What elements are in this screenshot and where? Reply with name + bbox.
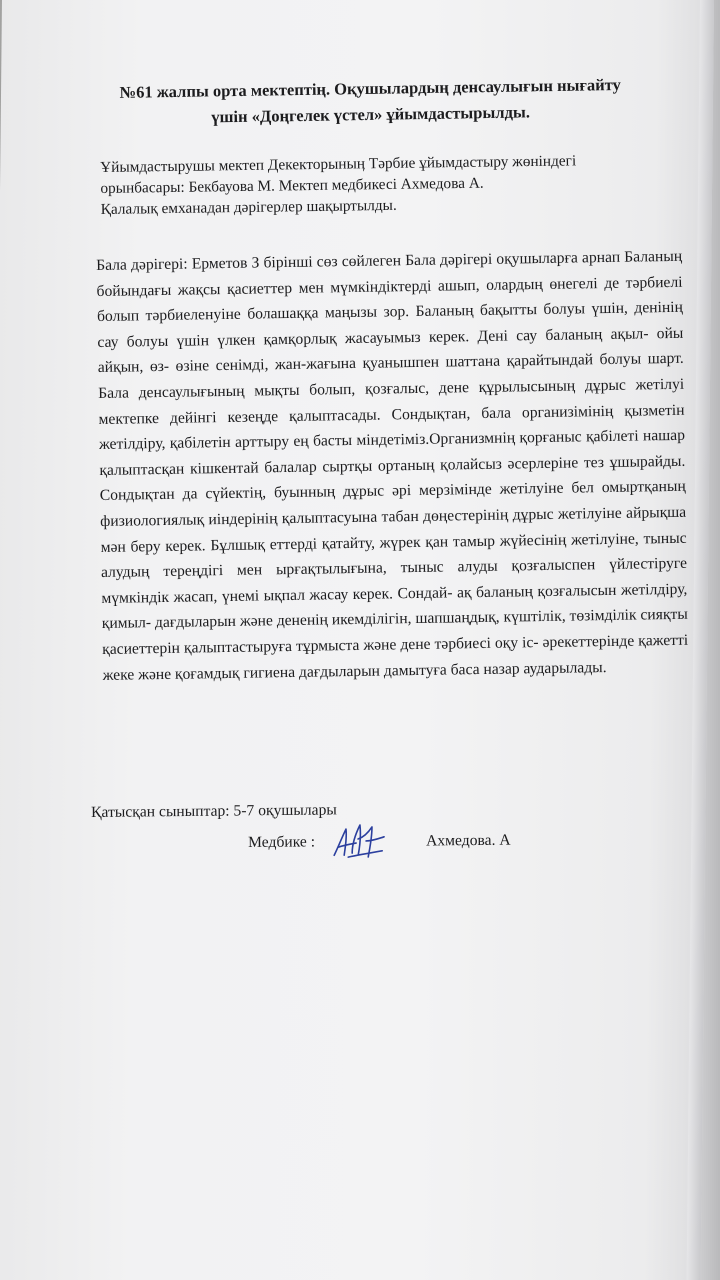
handwritten-signature	[328, 817, 388, 866]
title-line-2: үшін «Доңгелек үстел» ұйымдастырылды.	[211, 102, 531, 127]
organizers-line-1: Ұйымдастырушы мектеп Декекторыныӊ Тәрбие ұйымдастыру жөніндегі	[100, 152, 577, 176]
title-line-1: №61 жалпы орта мектептің. Оқушылардың денсаулығын нығайту	[119, 74, 621, 102]
document-title	[110, 72, 631, 132]
organizers-line-3: Қалалық емханадан дәрігерлер шақыртылды.	[100, 196, 397, 218]
signer-name: Ахмедова. А	[426, 831, 511, 850]
signer-role: Медбике :	[248, 833, 316, 851]
signature-block	[248, 829, 548, 872]
participating-classes: Қатысқан сыныптар: 5-7 оқушылары	[91, 801, 337, 821]
organizers-block	[100, 149, 661, 220]
main-paragraph: Бала дәрігері: Ерметов З бірінші сөз сөйлеген Бала дәрігері оқушыларға арнап Баланың бойындағы жақсы қасиеттер мен мүмкіндіктерді ашып, олардың өнегелі де тәрбиелі болып тәрбиеленуіне болашаққа маңызы зор. Баланың бақытты болуы үшін, денінің сау болуы үшін үлкен қамқорлық жасауымыз керек. Дені сау баланың ақыл- ойы айқын, өз- өзіне сенімді, жан-жағына қуанышпен шаттана қарайтындай болуы шарт. Бала денсаулығының мықты болып, қозғалыс, дене құрылысының дұрыс жетілуі мектепке дейінгі кезеңде қалыптасады. Сондықтан, бала организімінің қызметін жетілдіру, қабілетін арттыру ең басты міндетіміз.Организмнің қорғаныс қабілеті нашар қалыптасқан кішкентай балалар сыртқы ортаның қолайсыз әсерлеріне тез ұшырайды. Сондықтан да сүйектің, буынның дұрыс әрі мерзімінде жетілуіне бел омыртқаның физиологиялық иіндерінің қалыптасуына табан дөңестерінің дұрыс жетілуіне айрықша мән беру керек. Бұлшық еттерді қатайту, жүрек қан тамыр жүйесінің жетілуіне, тыныс алудың тереңдігі мен ырғақтылығына, тыныс алуды қозғалыспен үйлестіруге мүмкіндік жасап, үнемі ықпал жасау керек. Сондай- ақ баланың қозғалысын жетілдіру, қимыл- дағдыларын және дененің икемділігін, шапшаңдық, күштілік, төзімділік сияқты қасиеттерін қалыптастыруға тұрмыста және дене тәрбиесі оқу іс- әрекеттерінде қажетті жеке және қоғамдық гигиена дағдыларын дамытуға баса назар аударылады.	[96, 247, 689, 684]
organizers-line-2: орынбасары: Бекбауова М. Мектеп медбикесі Ахмедова А.	[100, 174, 484, 197]
